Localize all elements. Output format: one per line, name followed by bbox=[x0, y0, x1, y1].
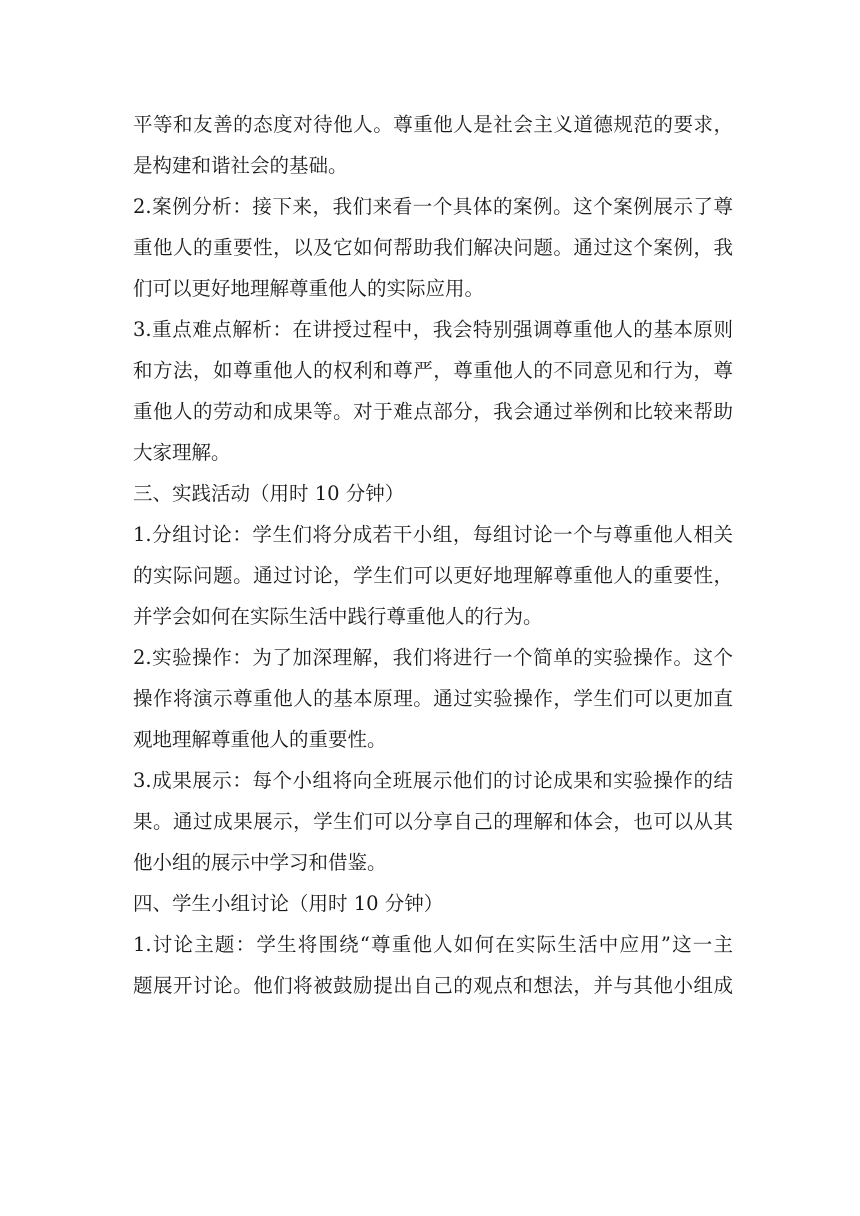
paragraph-discussion-topic bbox=[133, 924, 733, 1006]
text-line: 大家理解。 bbox=[133, 441, 231, 464]
text-line: 1.分组讨论：学生们将分成若干小组，每组讨论一个与尊重他人相关 bbox=[133, 523, 733, 546]
text-line: 平等和友善的态度对待他人。尊重他人是社会主义道德规范的要求， bbox=[133, 113, 733, 136]
heading-line: 三、实践活动（用时 10 分钟） bbox=[133, 482, 405, 505]
text-line: 2.案例分析：接下来，我们来看一个具体的案例。这个案例展示了尊 bbox=[133, 195, 733, 218]
text-line: 的实际问题。通过讨论，学生们可以更好地理解尊重他人的重要性， bbox=[133, 564, 733, 587]
text-line: 1.讨论主题：学生将围绕“尊重他人如何在实际生活中应用”这一主 bbox=[133, 933, 733, 956]
section-heading-practice-activities bbox=[133, 473, 733, 514]
text-line: 题展开讨论。他们将被鼓励提出自己的观点和想法，并与其他小组成 bbox=[133, 974, 733, 997]
text-line: 观地理解尊重他人的重要性。 bbox=[133, 728, 387, 751]
text-line: 重他人的劳动和成果等。对于难点部分，我会通过举例和比较来帮助 bbox=[133, 400, 733, 423]
paragraph-key-points bbox=[133, 309, 733, 473]
text-line: 3.成果展示：每个小组将向全班展示他们的讨论成果和实验操作的结 bbox=[133, 769, 733, 792]
paragraph-results-display bbox=[133, 760, 733, 883]
document-body bbox=[133, 104, 733, 1006]
paragraph-group-discussion bbox=[133, 514, 733, 637]
section-heading-group-discussion bbox=[133, 883, 733, 924]
text-line: 重他人的重要性，以及它如何帮助我们解决问题。通过这个案例，我 bbox=[133, 236, 733, 259]
text-line: 操作将演示尊重他人的基本原理。通过实验操作，学生们可以更加直 bbox=[133, 687, 733, 710]
text-line: 他小组的展示中学习和借鉴。 bbox=[133, 851, 387, 874]
paragraph-intro-continued bbox=[133, 104, 733, 186]
text-line: 和方法，如尊重他人的权利和尊严，尊重他人的不同意见和行为，尊 bbox=[133, 359, 733, 382]
paragraph-case-analysis bbox=[133, 186, 733, 309]
text-line: 们可以更好地理解尊重他人的实际应用。 bbox=[133, 277, 485, 300]
text-line: 3.重点难点解析：在讲授过程中，我会特别强调尊重他人的基本原则 bbox=[133, 318, 733, 341]
text-line: 是构建和谐社会的基础。 bbox=[133, 154, 348, 177]
heading-line: 四、学生小组讨论（用时 10 分钟） bbox=[133, 892, 444, 915]
paragraph-experiment bbox=[133, 637, 733, 760]
text-line: 果。通过成果展示，学生们可以分享自己的理解和体会，也可以从其 bbox=[133, 810, 733, 833]
text-line: 2.实验操作：为了加深理解，我们将进行一个简单的实验操作。这个 bbox=[133, 646, 733, 669]
text-line: 并学会如何在实际生活中践行尊重他人的行为。 bbox=[133, 605, 543, 628]
